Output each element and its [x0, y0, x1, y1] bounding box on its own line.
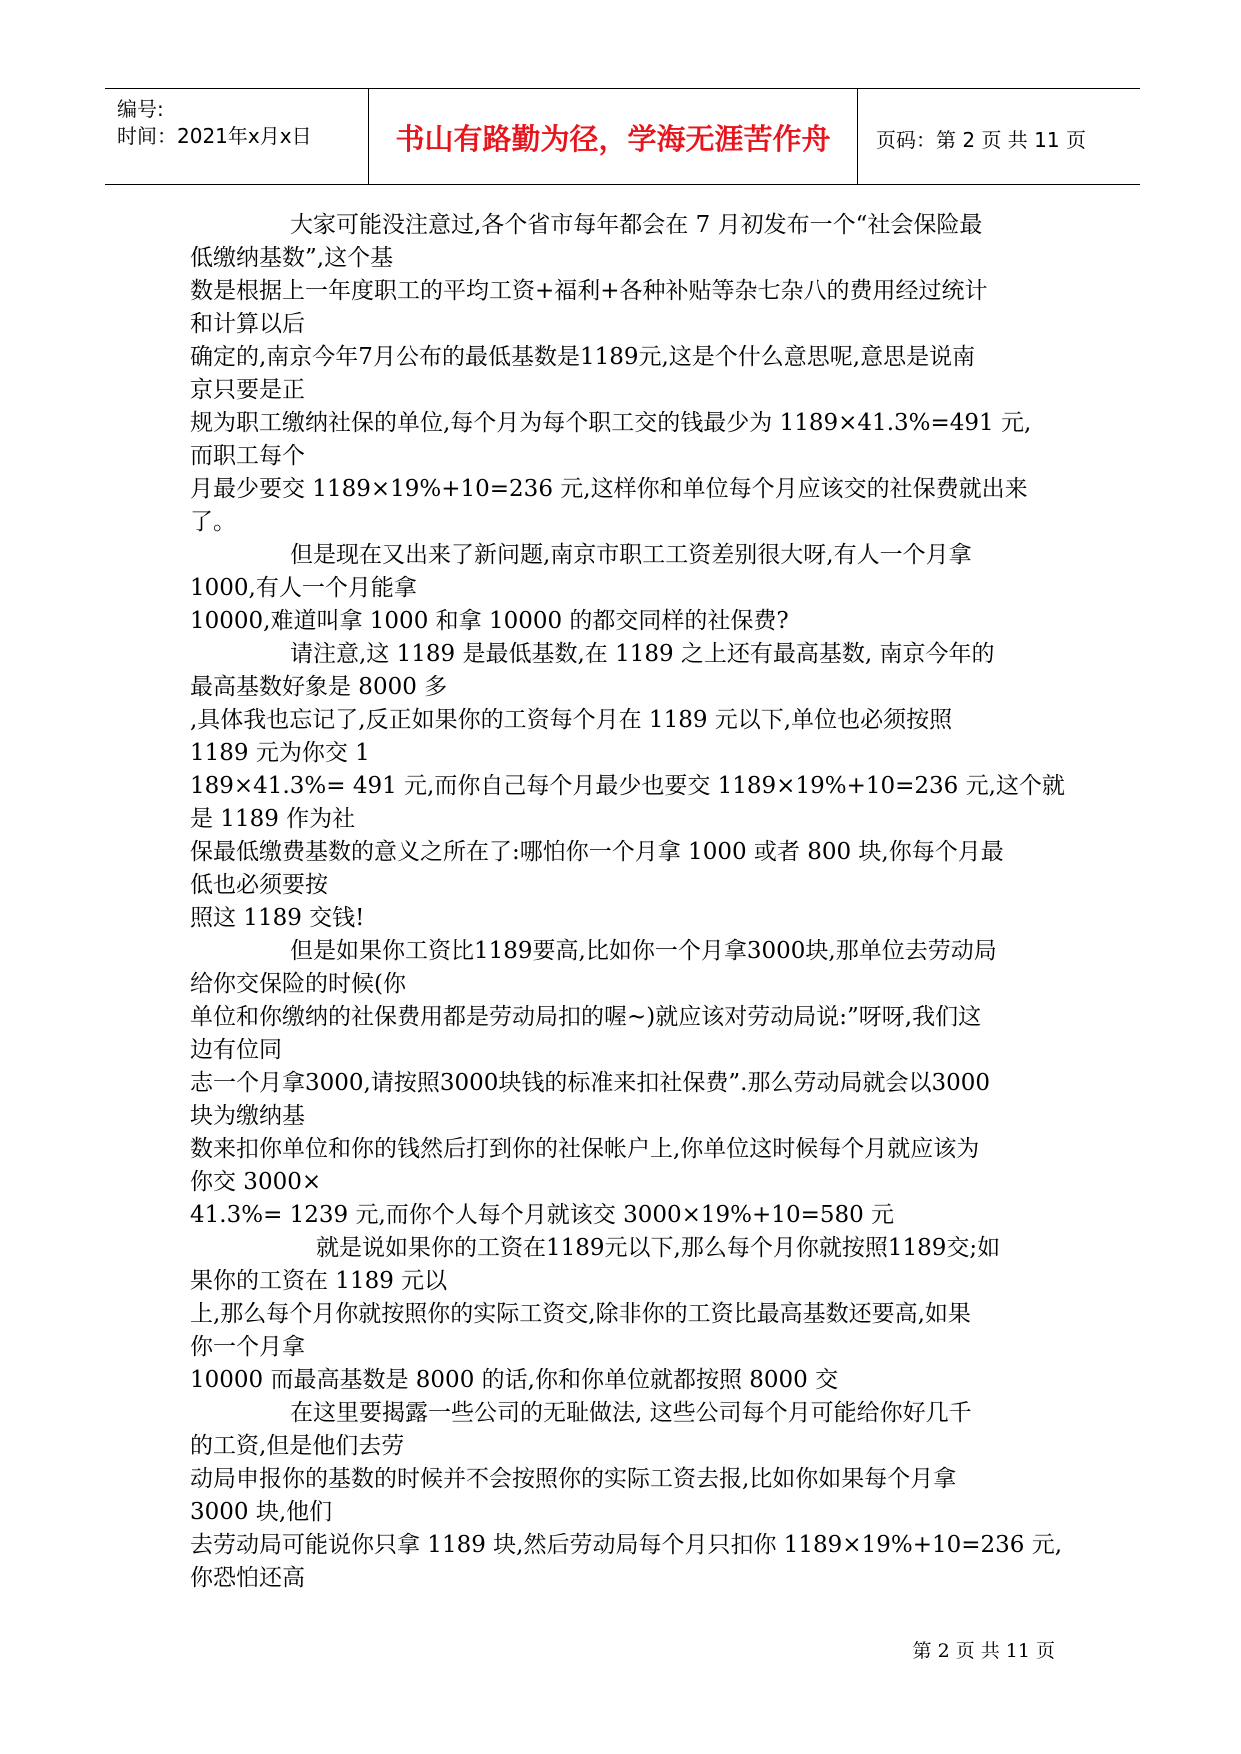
body-line: 保最低缴费基数的意义之所在了:哪怕你一个月拿 1000 或者 800 块,你每个月最 — [190, 839, 1004, 865]
page-label: 页码：第 2 页 共 11 页 — [876, 128, 1086, 152]
body-line: 给你交保险的时候(你 — [190, 971, 406, 997]
body-line: 10000,难道叫拿 1000 和拿 10000 的都交同样的社保费? — [190, 608, 789, 634]
body-line: 1000,有人一个月能拿 — [190, 575, 417, 601]
body-line: 数来扣你单位和你的钱然后打到你的社保帐户上,你单位这时候每个月就应该为 — [190, 1136, 980, 1162]
body-line: 在这里要揭露一些公司的无耻做法, 这些公司每个月可能给你好几千 — [290, 1400, 972, 1426]
number-label: 编号: — [117, 97, 164, 121]
body-line: 动局申报你的基数的时候并不会按照你的实际工资去报,比如你如果每个月拿 — [190, 1466, 957, 1492]
body-line: 了。 — [190, 509, 236, 535]
body-line: 而职工每个 — [190, 443, 305, 469]
body-line: 大家可能没注意过,各个省市每年都会在 7 月初发布一个“社会保险最 — [290, 212, 983, 238]
body-line: 请注意,这 1189 是最低基数,在 1189 之上还有最高基数, 南京今年的 — [290, 641, 995, 667]
body-line: 是 1189 作为社 — [190, 806, 356, 832]
body-line: 和计算以后 — [190, 311, 305, 337]
body-line: 你交 3000× — [190, 1169, 322, 1195]
body-line: 3000 块,他们 — [190, 1499, 333, 1525]
body-line: 1189 元为你交 1 — [190, 740, 370, 766]
header-middle-cell — [369, 89, 858, 184]
body-line: 上,那么每个月你就按照你的实际工资交,除非你的工资比最高基数还要高,如果 — [190, 1301, 971, 1327]
header-left-cell — [105, 89, 369, 184]
body-line: 边有位同 — [190, 1037, 282, 1063]
body-line: 月最少要交 1189×19%+10=236 元,这样你和单位每个月应该交的社保费就出来 — [190, 476, 1028, 502]
body-line: ,具体我也忘记了,反正如果你的工资每个月在 1189 元以下,单位也必须按照 — [190, 707, 953, 733]
body-line: 但是如果你工资比1189要高,比如你一个月拿3000块,那单位去劳动局 — [290, 938, 997, 964]
body-line: 数是根据上一年度职工的平均工资+福利+各种补贴等杂七杂八的费用经过统计 — [190, 278, 988, 304]
page-header — [105, 88, 1140, 185]
body-line: 10000 而最高基数是 8000 的话,你和你单位就都按照 8000 交 — [190, 1367, 839, 1393]
body-line: 照这 1189 交钱! — [190, 905, 365, 931]
body-line: 志一个月拿3000,请按照3000块钱的标准来扣社保费”.那么劳动局就会以3000 — [190, 1070, 990, 1096]
body-line: 低缴纳基数”,这个基 — [190, 245, 394, 271]
body-line: 41.3%= 1239 元,而你个人每个月就该交 3000×19%+10=580 元 — [190, 1202, 895, 1228]
body-line: 就是说如果你的工资在1189元以下,那么每个月你就按照1189交;如 — [316, 1235, 1001, 1261]
body-line: 确定的,南京今年7月公布的最低基数是1189元,这是个什么意思呢,意思是说南 — [190, 344, 976, 370]
body-line: 单位和你缴纳的社保费用都是劳动局扣的喔~)就应该对劳动局说:”呀呀,我们这 — [190, 1004, 982, 1030]
body-line: 果你的工资在 1189 元以 — [190, 1268, 448, 1294]
body-line: 你一个月拿 — [190, 1334, 305, 1360]
time-label: 时间：2021年x月x日 — [117, 124, 312, 148]
body-line: 去劳动局可能说你只拿 1189 块,然后劳动局每个月只扣你 1189×19%+10=236 元, — [190, 1532, 1063, 1558]
body-line: 规为职工缴纳社保的单位,每个月为每个职工交的钱最少为 1189×41.3%=491 元, — [190, 410, 1032, 436]
body-line: 低也必须要按 — [190, 872, 328, 898]
body-line: 你恐怕还高 — [190, 1565, 305, 1591]
page-footer: 第 2 页 共 11 页 — [912, 1640, 1055, 1662]
body-line: 京只要是正 — [190, 377, 305, 403]
body-line: 但是现在又出来了新问题,南京市职工工资差别很大呀,有人一个月拿 — [290, 542, 972, 568]
header-right-cell — [858, 89, 1140, 184]
body-line: 189×41.3%= 491 元,而你自己每个月最少也要交 1189×19%+10=236 元,这个就 — [190, 773, 1065, 799]
body-line: 块为缴纳基 — [190, 1103, 305, 1129]
body-line: 最高基数好象是 8000 多 — [190, 674, 448, 700]
motto-text: 书山有路勤为径，学海无涯苦作舟 — [395, 122, 831, 156]
document-body — [190, 209, 1070, 1595]
body-line: 的工资,但是他们去劳 — [190, 1433, 405, 1459]
